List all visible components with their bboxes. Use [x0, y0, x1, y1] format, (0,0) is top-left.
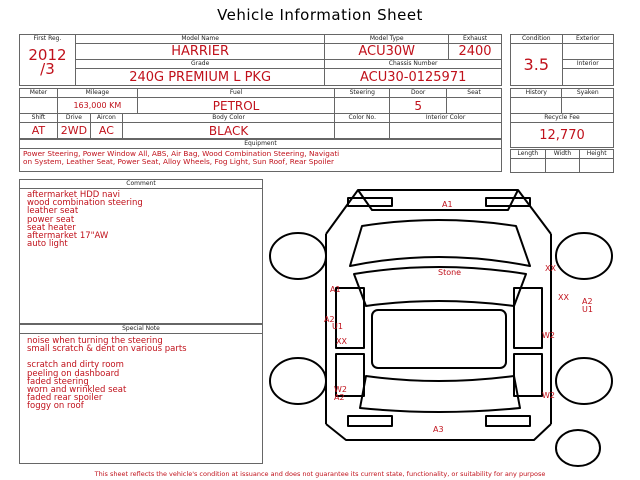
damage-mark-hood: Stone [438, 268, 462, 277]
steering-value [335, 98, 390, 114]
width-value [545, 159, 580, 173]
mileage-header: Mileage [57, 89, 137, 98]
damage-mark-left-front: A1 [330, 285, 341, 294]
meter-header: Meter [20, 89, 58, 98]
special-note-line: peeling on dashboard [27, 368, 120, 379]
special-note-header: Special Note [20, 325, 262, 334]
drive-value: 2WD [57, 123, 90, 139]
fuel-value: PETROL [137, 98, 335, 114]
right-rear-wheel [556, 358, 612, 404]
comment-line: aftermarket 17"AW [27, 231, 109, 242]
history-table [510, 88, 614, 114]
chassis-header: Chassis Number [325, 60, 502, 69]
condition-value: 3.5 [511, 44, 563, 86]
rear-window-outline [360, 376, 520, 412]
equipment-header: Equipment [20, 140, 501, 149]
meter-table [19, 88, 502, 114]
special-note-line: faded steering [27, 376, 89, 387]
exterior-value [562, 44, 613, 60]
front-left-light [348, 198, 392, 206]
damage-mark-front: A1 [442, 200, 453, 209]
model-name-value: HARRIER [75, 44, 324, 60]
interior-color-value [390, 123, 502, 139]
equipment-line: on System, Leather Seat, Power Seat, Alloy Wheels, Fog Light, Sun Roof, Rear Spoiler [23, 157, 335, 167]
door-value: 5 [390, 98, 447, 114]
comment-line: wood combination steering [27, 198, 143, 209]
height-value [580, 159, 614, 173]
model-type-header: Model Type [325, 35, 449, 44]
first-reg-value: 2012 /3 [28, 46, 67, 78]
model-type-value: ACU30W [325, 44, 449, 60]
special-note-line: foggy on roof [27, 401, 84, 412]
seat-header: Seat [447, 89, 502, 98]
length-header: Length [511, 150, 546, 159]
comment-line: auto light [27, 239, 68, 250]
damage-mark-right-u1: U1 [582, 305, 593, 314]
comment-line: aftermarket HDD navi [27, 190, 120, 200]
comment-box [19, 179, 263, 324]
equipment-line: Power Steering, Power Window All, ABS, Air Bag, Wood Combination Steering, Navigati [23, 149, 340, 158]
mileage-value: 163,000 KM [57, 98, 137, 114]
chassis-value: ACU30-0125971 [325, 69, 502, 86]
color-no-header: Color No. [335, 114, 390, 123]
meter-value [20, 98, 58, 114]
fuel-header: Fuel [137, 89, 335, 98]
grade-value: 240G PREMIUM L PKG [75, 69, 324, 86]
grade-header: Grade [75, 60, 324, 69]
recycle-fee-table [510, 113, 614, 148]
color-no-value [335, 123, 390, 139]
damage-mark-left-u1: U1 [332, 322, 343, 331]
body-color-header: Body Color [122, 114, 334, 123]
left-rear-wheel [270, 358, 326, 404]
drive-header: Drive [57, 114, 90, 123]
vehicle-info-table [19, 34, 502, 86]
damage-mark-right-rear: W2 [542, 391, 555, 400]
hood-outline [350, 220, 530, 266]
right-front-wheel [556, 233, 612, 279]
disclaimer-footer: This sheet reflects the vehicle's condition at issuance and does not guarantee its current state, functionality, or suitability for any purpose [94, 470, 546, 478]
damage-mark-right-front: XX [558, 293, 569, 302]
spare-wheel [556, 430, 600, 466]
exterior-header: Exterior [562, 35, 613, 44]
comment-line: seat heater [27, 222, 76, 233]
special-note-line: small scratch & dent on various parts [27, 344, 187, 355]
steering-header: Steering [335, 89, 390, 98]
model-name-header: Model Name [75, 35, 324, 44]
syaken-header: Syaken [562, 89, 614, 98]
condition-table [510, 34, 614, 86]
rear-right-light [486, 416, 530, 426]
damage-mark-right-door: W2 [542, 331, 555, 340]
first-reg-header: First Reg. [33, 35, 62, 42]
car-damage-diagram [268, 176, 616, 468]
rear-left-light [348, 416, 392, 426]
special-note-line: faded rear spoiler [27, 393, 103, 404]
door-header: Door [390, 89, 447, 98]
syaken-value [562, 98, 614, 114]
special-note-line: noise when turning the steering [27, 336, 163, 346]
history-value [511, 98, 562, 114]
damage-mark-right-a2: A2 [582, 297, 593, 306]
interior-header: Interior [562, 60, 613, 69]
comment-line: power seat [27, 214, 75, 225]
recycle-fee-header: Recycle Fee [511, 114, 614, 123]
seat-value [447, 98, 502, 114]
aircon-value: AC [90, 123, 122, 139]
comment-header: Comment [20, 180, 262, 189]
shift-header: Shift [20, 114, 58, 123]
shift-value: AT [20, 123, 58, 139]
condition-header: Condition [511, 35, 563, 44]
exhaust-header: Exhaust [449, 35, 502, 44]
right-rear-door [514, 354, 542, 396]
special-note-line: worn and wrinkled seat [27, 385, 127, 396]
front-right-light [486, 198, 530, 206]
page-title: Vehicle Information Sheet [217, 6, 423, 24]
interior-color-header: Interior Color [390, 114, 502, 123]
dimensions-table [510, 149, 614, 173]
damage-mark-left-rear-a2: A2 [334, 393, 345, 402]
recycle-fee-value: 12,770 [511, 123, 614, 148]
aircon-header: Aircon [90, 114, 122, 123]
interior-value [562, 69, 613, 86]
exhaust-value: 2400 [449, 44, 502, 60]
roof-outline [372, 310, 506, 368]
damage-mark-rear: A3 [433, 425, 444, 434]
comment-line: leather seat [27, 206, 79, 217]
height-header: Height [580, 150, 614, 159]
damage-mark-left-rear-w2: W2 [334, 385, 347, 394]
damage-mark-left-a2: A2 [324, 315, 335, 324]
shift-table [19, 113, 502, 139]
body-color-value: BLACK [122, 123, 334, 139]
damage-mark-hood-right: XX [545, 264, 556, 273]
history-header: History [511, 89, 562, 98]
damage-mark-left-door: XX [336, 337, 347, 346]
length-value [511, 159, 546, 173]
width-header: Width [545, 150, 580, 159]
special-note-box [19, 324, 263, 464]
first-reg-cell [20, 35, 76, 86]
equipment-box [19, 139, 502, 172]
special-note-line: scratch and dirty room [27, 360, 124, 371]
left-front-wheel [270, 233, 326, 279]
